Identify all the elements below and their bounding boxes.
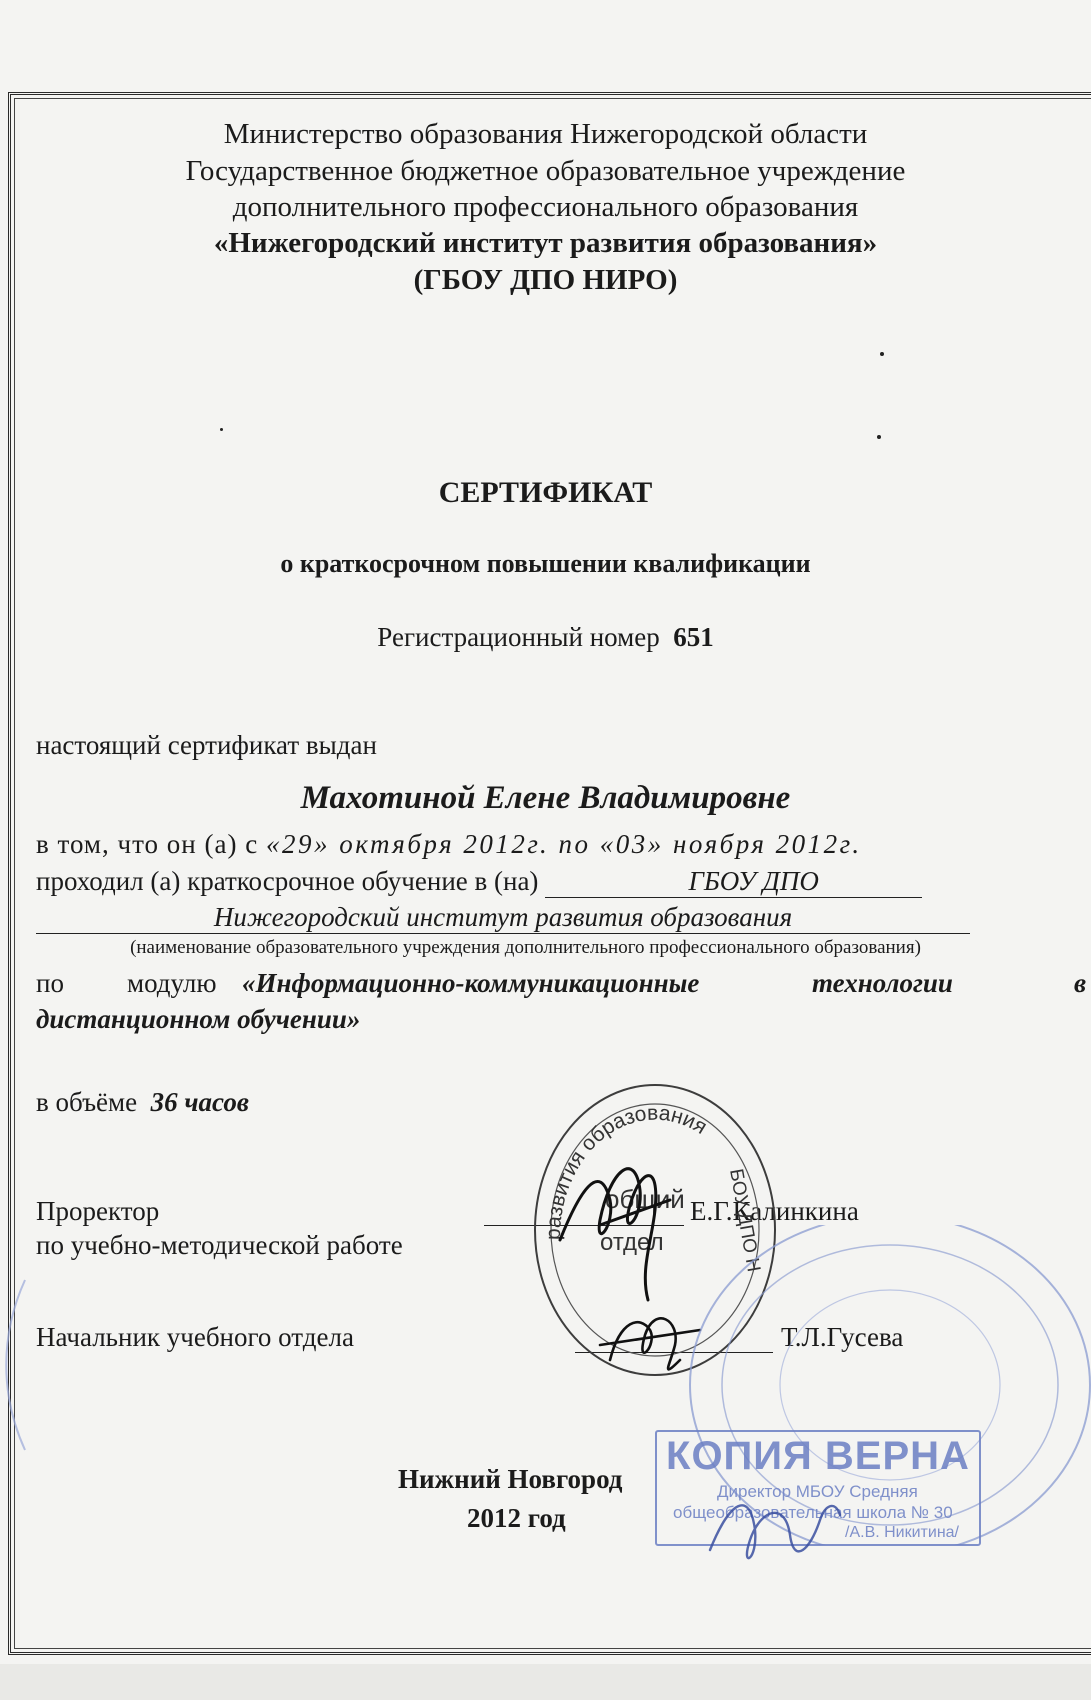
period-line — [36, 829, 862, 860]
registration-number: 651 — [673, 622, 714, 652]
signer1-role-line2: по учебно-методической работе — [36, 1230, 403, 1260]
footer-year: 2012 год — [467, 1503, 566, 1533]
copy-stamp-line3: /А.В. Никитина/ — [845, 1524, 959, 1541]
round-stamp-ring-text: развития образования — [541, 1101, 711, 1241]
institution-short-field: ГБОУ ДПО — [545, 866, 922, 898]
institution-abbreviation: (ГБОУ ДПО НИРО) — [413, 264, 678, 296]
footer-city: Нижний Новгород — [398, 1464, 623, 1494]
volume-value: 36 часов — [150, 1087, 249, 1117]
signer1-role-line1: Проректор — [36, 1196, 160, 1226]
signer2-name: Т.Л.Гусева — [781, 1322, 904, 1352]
scan-speck — [880, 352, 884, 356]
institution-type-line-2: дополнительного профессионального образования — [232, 191, 859, 223]
module-name-part3: в — [1074, 968, 1087, 998]
copy-stamp-signature — [700, 1470, 850, 1580]
module-name-part1: «Информационно-коммуникационные — [242, 968, 700, 998]
copy-stamp-line1: Директор МБОУ Средняя — [717, 1482, 918, 1501]
signer1-name: Е.Г.Калинкина — [690, 1196, 859, 1226]
period-prefix: в том, что он (а) с — [36, 829, 259, 859]
module-prefix-po: по — [36, 968, 64, 998]
training-prefix: проходил (а) краткосрочное обучение в (на) — [36, 866, 539, 896]
training-line — [36, 866, 922, 898]
signer2-role: Начальник учебного отдела — [36, 1322, 354, 1352]
issued-label: настоящий сертификат выдан — [36, 730, 377, 760]
scan-speck — [877, 435, 881, 439]
volume-label: в объёме — [36, 1087, 138, 1117]
scan-bottom-strip — [0, 1664, 1091, 1700]
round-stamp-center-2: отдел — [600, 1229, 664, 1256]
registration-label: Регистрационный номер — [377, 622, 660, 652]
module-name-part2: технологии — [812, 968, 953, 998]
blue-stamp-edge-left — [0, 1275, 30, 1455]
round-stamp-center-1: общий — [605, 1184, 685, 1214]
copy-stamp-title: КОПИЯ ВЕРНА — [666, 1434, 970, 1478]
institution-caption: (наименование образовательного учреждения дополнительного профессионального образования) — [130, 937, 921, 958]
module-prefix-modul: модулю — [127, 968, 217, 998]
scan-speck — [220, 428, 223, 431]
institution-type-line: Государственное бюджетное образовательное учреждение — [185, 155, 906, 187]
institution-full-line — [36, 902, 970, 934]
copy-stamp-line2: общеобразовательная школа № 30 — [673, 1503, 953, 1522]
recipient-name: Махотиной Елене Владимировне — [300, 780, 791, 816]
certificate-subtitle: о краткосрочном повышении квалификации — [280, 549, 811, 578]
institution-name: «Нижегородский институт развития образования» — [213, 227, 878, 259]
round-stamp-side-text: БОУ ДПО Н — [725, 1167, 764, 1274]
certificate-title: СЕРТИФИКАТ — [438, 476, 653, 509]
registration-line — [0, 622, 1091, 653]
ministry-line: Министерство образования Нижегородской области — [223, 118, 868, 150]
institution-full-field: Нижегородский институт развития образования — [36, 902, 970, 934]
volume-line — [36, 1087, 249, 1118]
module-name-part4: дистанционном обучении» — [36, 1004, 361, 1034]
period-dates: «29» октября 2012г. по «03» ноября 2012г. — [265, 829, 862, 859]
